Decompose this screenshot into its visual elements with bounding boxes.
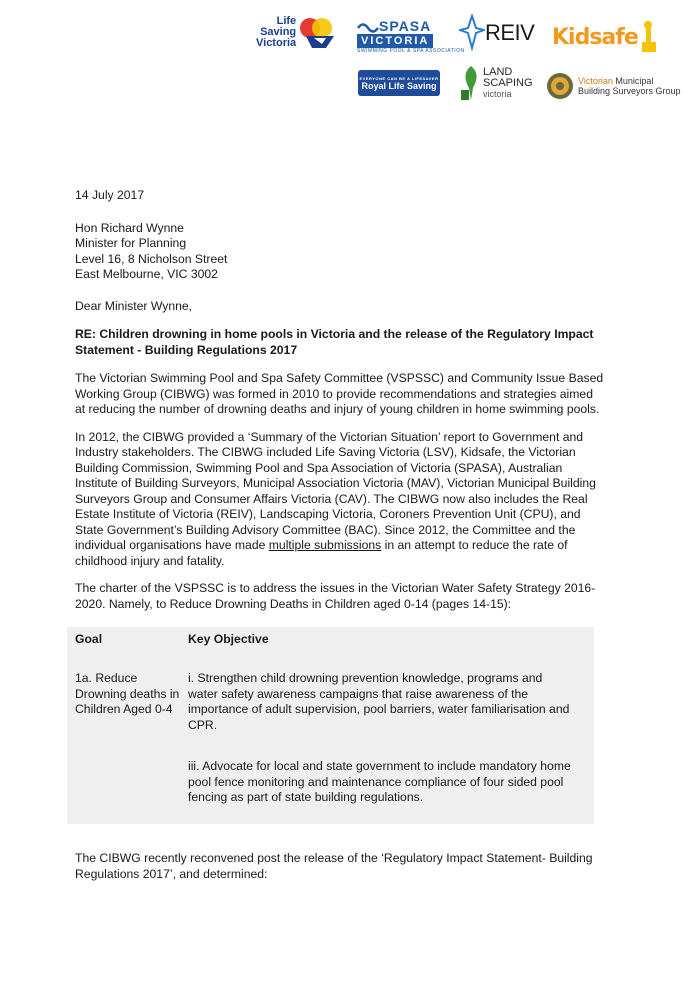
logo-text: Victorian	[578, 76, 613, 86]
recipient-address	[75, 221, 605, 283]
paragraph-charter: The charter of the VSPSSC is to address the issues in the Victorian Water Safety Strategy 2016-2020. Namely, to Reduce Drowning Deaths in Children aged 0-14 (pages 14-15):	[75, 581, 596, 611]
table-cell-objective: iii. Advocate for local and state government to include mandatory home pool fence monitoring and maintenance compliance of four sided pool fencing as part of state building regulations.	[188, 759, 571, 804]
spasa-victoria-logo	[357, 18, 465, 54]
letter-date: 14 July 2017	[75, 188, 145, 202]
partner-logos	[0, 12, 700, 112]
logo-text: Life	[276, 14, 297, 27]
table-cell-goal: 1a. Reduce Drowning deaths in Children Aged 0-4	[75, 671, 180, 716]
multiple-submissions-link[interactable]: multiple submissions	[268, 538, 382, 552]
logo-text: SCAPING	[483, 76, 533, 89]
vmbs-group-logo	[546, 72, 681, 100]
giraffe-icon	[638, 20, 660, 54]
paragraph-intro: The Victorian Swimming Pool and Spa Safety Committee (VSPSSC) and Community Issue Based Working Group (CIBWG) was formed in 2010 to provide recommendations and strategies aimed at reducing the number of drowning deaths and injury of young children in home swimming pools.	[75, 371, 604, 416]
paragraph-text: in an attempt to reduce the rate of childhood injury and fatality.	[75, 538, 568, 568]
life-saving-victoria-logo	[256, 14, 340, 50]
logo-text: victoria	[483, 88, 512, 99]
table-header-key-objective: Key Objective	[188, 632, 269, 646]
royal-life-saving-tagline: EVERYONE CAN BE A LIFESAVER	[359, 75, 439, 81]
kidsafe-logo	[552, 20, 660, 54]
paragraph-text: In 2012, the CIBWG provided a ‘Summary of the Victorian Situation’ report to Government and Industry stakeholders. The CIBWG included Life Saving Victoria (LSV), Kidsafe, the Victorian Building Commission, Swimming Pool and Spa Association of Victoria (SPASA), Australian Institute of Building Surveyors, Municipal Association Victoria (MAV), Victorian Municipal Building Surveyors Group and Consumer Affairs Victoria (CAV). The CIBWG now also includes the Real Estate Institute of Victoria (REIV), Landscaping Victoria, Coroners Prevention Unit (CPU), and State Government’s Building Advisory Committee (BAC). Since 2012, the Committee and the individual organisations have made	[75, 429, 596, 552]
wave-icon	[357, 19, 379, 33]
kidsafe-wordmark: Kidsafe	[552, 24, 638, 50]
paragraph-closing: The CIBWG recently reconvened post the release of the ‘Regulatory Impact Statement- Building Regulations 2017’, and determined:	[75, 851, 593, 881]
address-line: Minister for Planning	[75, 236, 187, 250]
reiv-logo	[459, 14, 534, 52]
vmbs-wordmark	[578, 76, 681, 96]
reiv-wordmark: REIV	[485, 20, 535, 45]
life-saving-victoria-wordmark	[256, 16, 296, 49]
logo-text: LAND	[483, 65, 513, 78]
table-cell-objective: i. Strengthen child drowning prevention knowledge, programs and water safety awareness campaigns that raise awareness of the importance of adult supervision, pool barriers, water familiarisation and CPR.	[188, 671, 570, 732]
royal-life-saving-logo	[358, 70, 440, 96]
logo-text: Victoria	[256, 36, 297, 49]
subject-line: RE: Children drowning in home pools in Victoria and the release of the Regulatory Impact Statement - Building Regulations 2017	[75, 327, 594, 357]
salutation: Dear Minister Wynne,	[75, 298, 193, 313]
address-line: Level 16, 8 Nicholson Street	[75, 251, 228, 266]
address-line: Hon Richard Wynne	[75, 220, 184, 235]
goals-table	[67, 627, 594, 824]
spasa-tagline: SWIMMING POOL & SPA ASSOCIATION	[357, 48, 465, 54]
spasa-region: VICTORIA	[357, 34, 433, 48]
leaf-icon	[459, 64, 483, 102]
landscaping-victoria-wordmark	[483, 67, 533, 100]
royal-life-saving-wordmark: Royal Life Saving	[361, 80, 437, 91]
logo-text: Building Surveyors Group	[578, 86, 681, 96]
reiv-star-icon	[459, 14, 485, 52]
spasa-wordmark: SPASA	[379, 18, 432, 34]
logo-text: Saving	[260, 25, 297, 38]
logo-text: Municipal	[612, 76, 654, 86]
landscaping-victoria-logo	[459, 64, 533, 102]
table-header-goal: Goal	[75, 632, 103, 646]
vmbs-emblem-icon	[546, 72, 574, 100]
paragraph-history	[75, 430, 605, 570]
life-saving-victoria-emblem-icon	[296, 14, 340, 50]
address-line: East Melbourne, VIC 3002	[75, 267, 218, 281]
letter-body	[75, 188, 605, 624]
